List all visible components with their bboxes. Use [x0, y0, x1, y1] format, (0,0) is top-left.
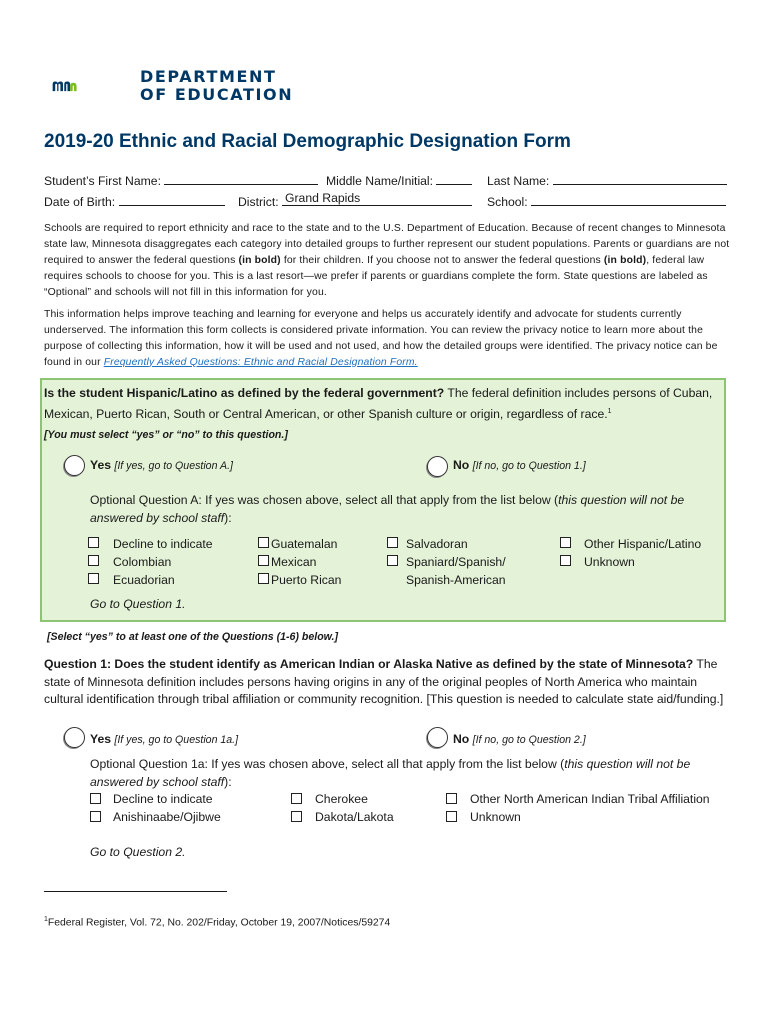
checkbox-colombian[interactable] — [88, 555, 99, 566]
footnote-divider — [44, 891, 227, 892]
select-note: [Select “yes” to at least one of the Questions (1-6) below.] — [47, 631, 338, 643]
goto-question-1: Go to Question 1. — [90, 597, 186, 611]
hispanic-yes-radio[interactable] — [64, 455, 85, 476]
optional-question-a — [90, 492, 724, 527]
dob-row — [44, 192, 225, 209]
form-title: 2019-20 Ethnic and Racial Demographic Designation Form — [44, 131, 571, 152]
question-1 — [44, 656, 734, 709]
middle-name-label: Middle Name/Initial: — [326, 174, 434, 188]
hispanic-yes-label — [90, 458, 233, 472]
hispanic-no-radio[interactable] — [427, 456, 448, 477]
hispanic-question — [44, 385, 734, 423]
q1-yes-text: Yes — [90, 732, 112, 746]
q1-yes-hint: [If yes, go to Question 1a.] — [114, 734, 239, 746]
option-q1-decline: Decline to indicate — [113, 792, 213, 806]
checkbox-guatemalan[interactable] — [258, 537, 269, 548]
dob-label: Date of Birth: — [44, 195, 116, 209]
option-anishinaabe: Anishinaabe/Ojibwe — [113, 810, 221, 824]
option-guatemalan: Guatemalan — [271, 537, 338, 551]
q1-yes-label — [90, 732, 238, 746]
logo-text — [140, 68, 293, 104]
option-other-hispanic: Other Hispanic/Latino — [584, 537, 702, 551]
district-value: Grand Rapids — [285, 191, 361, 205]
school-label: School: — [487, 195, 528, 209]
checkbox-salvadoran[interactable] — [387, 537, 398, 548]
first-name-row — [44, 171, 318, 188]
last-name-row — [487, 171, 727, 188]
optional-1a-italic: this question will not be answered by school staff — [90, 757, 691, 789]
mn-logo-mark — [53, 81, 63, 91]
optional-a-end: ): — [224, 510, 232, 525]
q1-no-text: No — [453, 732, 470, 746]
hispanic-question-rest: The federal definition includes persons of Cuban, Mexican, Puerto Rican, South or Central American, or other Spanish culture or origin, regardless of race. — [44, 386, 713, 421]
option-q1-unknown: Unknown — [470, 810, 521, 824]
option-unknown-hispanic: Unknown — [584, 555, 635, 569]
option-mexican: Mexican — [271, 555, 317, 569]
logo-line-2: OF EDUCATION — [140, 85, 294, 104]
footnote-text: Federal Register, Vol. 72, No. 202/Friday, October 19, 2007/Notices/59274 — [47, 917, 391, 929]
checkbox-spaniard[interactable] — [387, 555, 398, 566]
last-name-field[interactable] — [553, 171, 727, 185]
district-field[interactable] — [282, 192, 472, 206]
hispanic-yes-hint: [If yes, go to Question A.] — [114, 460, 233, 472]
checkbox-other-hispanic[interactable] — [560, 537, 571, 548]
option-decline: Decline to indicate — [113, 537, 213, 551]
intro-p1-c: , federal law requires schools to choose for you. This is a last resort—we prefer if parents or guardians complete the form. State questions are labeled as “Optional” and schools will not fill in this information for you. — [44, 254, 708, 298]
option-salvadoran: Salvadoran — [406, 537, 468, 551]
q1-yes-radio[interactable] — [64, 727, 85, 748]
last-name-label: Last Name: — [487, 174, 550, 188]
hispanic-no-text: No — [453, 458, 470, 472]
option-dakota: Dakota/Lakota — [315, 810, 394, 824]
district-row — [238, 192, 472, 209]
checkbox-q1-unknown[interactable] — [446, 811, 457, 822]
dob-field[interactable] — [119, 192, 225, 206]
optional-a-italic: this question will not be answered by school staff — [90, 493, 685, 525]
logo-line-1: DEPARTMENT — [140, 67, 277, 86]
hispanic-question-bold: Is the student Hispanic/Latino as defined by the federal government? — [44, 386, 445, 400]
intro-paragraph-2 — [44, 307, 734, 371]
first-name-label: Student’s First Name: — [44, 174, 161, 188]
checkbox-mexican[interactable] — [258, 555, 269, 566]
mn-logo — [52, 66, 136, 106]
option-spanish-american: Spanish-American — [406, 573, 506, 587]
middle-name-row — [326, 171, 472, 188]
checkbox-dakota[interactable] — [291, 811, 302, 822]
goto-question-2: Go to Question 2. — [90, 845, 186, 859]
faq-link[interactable]: Frequently Asked Questions: Ethnic and Racial Designation Form. — [103, 356, 418, 368]
checkbox-q1-decline[interactable] — [90, 793, 101, 804]
hispanic-no-label — [453, 458, 586, 472]
school-row — [487, 192, 726, 209]
footnote-ref: 1 — [607, 407, 612, 415]
q1-no-label — [453, 732, 586, 746]
school-field[interactable] — [531, 192, 726, 206]
intro-p1-b: for their children. If you choose not to answer the federal questions — [280, 254, 604, 266]
optional-question-1a — [90, 756, 724, 791]
hispanic-yes-text: Yes — [90, 458, 112, 472]
optional-1a-text: Optional Question 1a: If yes was chosen above, select all that apply from the list below ( — [90, 757, 565, 771]
first-name-field[interactable] — [164, 171, 318, 185]
intro-p1-bold-1: (in bold) — [238, 254, 281, 266]
middle-name-field[interactable] — [436, 171, 472, 185]
optional-a-text: Optional Question A: If yes was chosen above, select all that apply from the list below ( — [90, 493, 559, 507]
intro-paragraph-1 — [44, 221, 734, 301]
checkbox-anishinaabe[interactable] — [90, 811, 101, 822]
question-1-bold: Question 1: Does the student identify as American Indian or Alaska Native as defined by the state of Minnesota? — [44, 657, 694, 671]
checkbox-puerto-rican[interactable] — [258, 573, 269, 584]
checkbox-ecuadorian[interactable] — [88, 573, 99, 584]
hispanic-no-hint: [If no, go to Question 1.] — [472, 460, 586, 472]
checkbox-decline[interactable] — [88, 537, 99, 548]
intro-p1-bold-2: (in bold) — [603, 254, 647, 266]
option-ecuadorian: Ecuadorian — [113, 573, 175, 587]
must-select-note: [You must select “yes” or “no” to this question.] — [44, 429, 288, 441]
option-colombian: Colombian — [113, 555, 172, 569]
checkbox-cherokee[interactable] — [291, 793, 302, 804]
checkbox-other-tribal[interactable] — [446, 793, 457, 804]
option-other-tribal: Other North American Indian Tribal Affiliation — [470, 792, 710, 806]
optional-1a-end: ): — [224, 774, 232, 789]
checkbox-unknown-hispanic[interactable] — [560, 555, 571, 566]
footnote-marker: 1 — [44, 916, 48, 923]
option-cherokee: Cherokee — [315, 792, 368, 806]
footnote — [44, 916, 390, 928]
q1-no-hint: [If no, go to Question 2.] — [472, 734, 586, 746]
district-label: District: — [238, 195, 279, 209]
q1-no-radio[interactable] — [427, 727, 448, 748]
option-puerto-rican: Puerto Rican — [271, 573, 342, 587]
option-spaniard: Spaniard/Spanish/ — [406, 555, 506, 569]
intro-p2: This information helps improve teaching and learning for everyone and helps us accurately identify and advocate for students currently underserved. The information this form collects is considered private information. You can review the privacy notice to learn more about the purpose of collecting this information, how it will be used and not used, and how the detailed groups were identified. The privacy notice can be found in our — [44, 309, 718, 368]
intro-p1-a: Schools are required to report ethnicity and race to the state and to the U.S. Department of Education. Because of recent changes to Minnesota state law, Minnesota disaggregates each category into detailed groups to further represent our student populations. Parents or guardians are not required to answer the federal questions — [44, 223, 730, 266]
question-1-rest: The state of Minnesota definition includes persons having origins in any of the original peoples of North America who maintain cultural identification through tribal affiliation or community recognition. [This question is needed to calculate state aid/funding.] — [44, 657, 724, 706]
